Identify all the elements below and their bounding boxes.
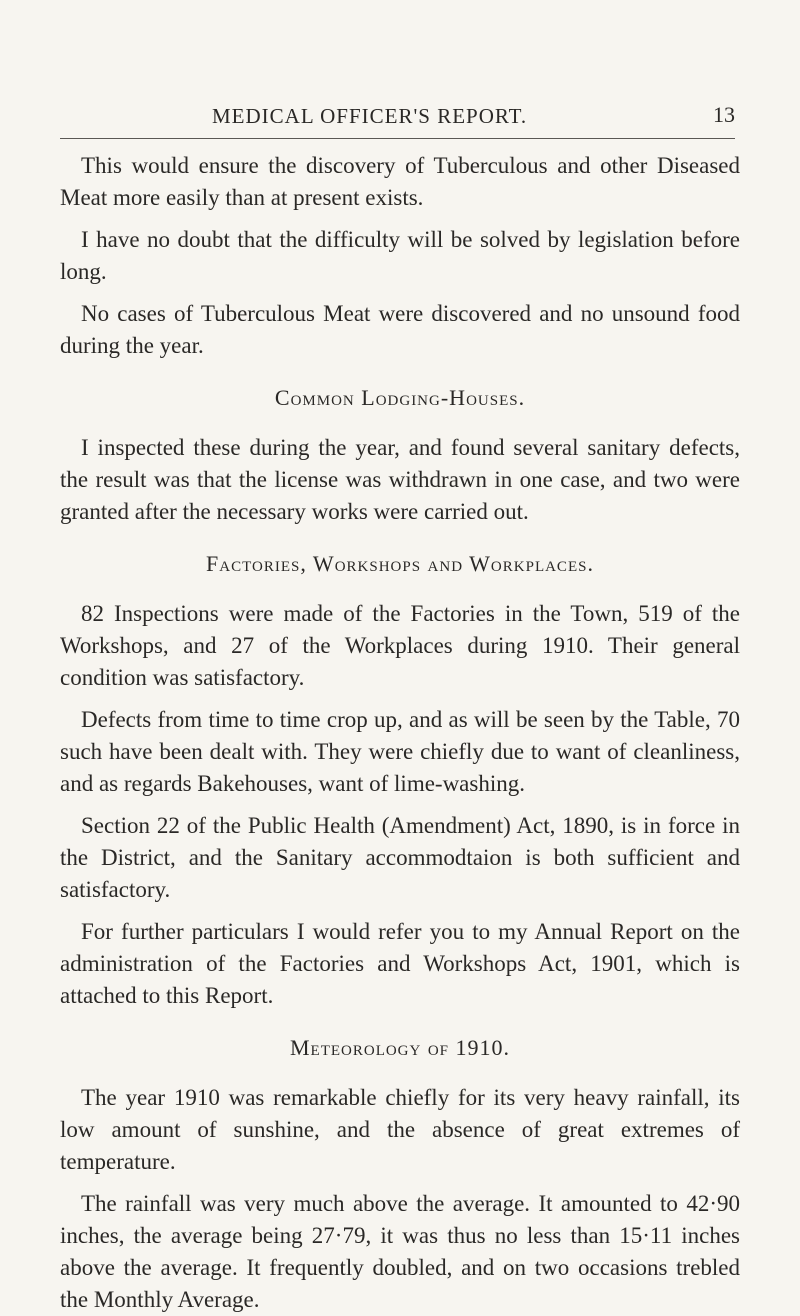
- heading-lodging-houses: Common Lodging-Houses.: [274, 385, 526, 410]
- paragraph-year-1910: The year 1910 was remarkable chiefly for its very heavy rainfall, its low amount of sunshine, and the absence of great extremes of temperature.: [60, 1085, 740, 1174]
- heading-meteorology: Meteorology of 1910.: [289, 1035, 511, 1060]
- paragraph-section-22: Section 22 of the Public Health (Amendment) Act, 1890, is in force in the District, and the Sanitary accommodtaion is both sufficient and satisfactory.: [60, 813, 740, 902]
- paragraph-legislation: I have no doubt that the difficulty will be solved by legislation before long.: [60, 227, 740, 284]
- document-body: [60, 150, 740, 1316]
- running-header: [60, 104, 740, 134]
- paragraph-inspections: 82 Inspections were made of the Factories in the Town, 519 of the Workshops, and 27 of the Workplaces during 1910. Their general condition was satisfactory.: [60, 601, 740, 690]
- paragraph-discovery: This would ensure the discovery of Tuberculous and other Diseased Meat more easily than at present exists.: [60, 153, 740, 210]
- header-rule: [60, 138, 735, 139]
- heading-factories: Factories, Workshops and Workplaces.: [206, 551, 594, 576]
- paragraph-further-particulars: For further particulars I would refer you to my Annual Report on the administration of the Factories and Workshops Act, 1901, which is attached to this Report.: [60, 919, 740, 1008]
- paragraph-lodging-inspection: I inspected these during the year, and found several sanitary defects, the result was that the license was withdrawn in one case, and two were granted after the necessary works were carried out.: [60, 435, 740, 524]
- page-number: 13: [713, 102, 735, 127]
- running-title: MEDICAL OFFICER'S REPORT.: [212, 104, 528, 128]
- paragraph-defects: Defects from time to time crop up, and as will be seen by the Table, 70 such have been dealt with. They were chiefly due to want of cleanliness, and as regards Bakehouses, want of lime-washing.: [60, 707, 740, 796]
- paragraph-rainfall: The rainfall was very much above the average. It amounted to 42·90 inches, the average being 27·79, it was thus no less than 15·11 inches above the average. It frequently doubled, and on two occasions trebled the Monthly Average.: [60, 1191, 740, 1312]
- paragraph-no-cases: No cases of Tuberculous Meat were discovered and no unsound food during the year.: [60, 301, 740, 358]
